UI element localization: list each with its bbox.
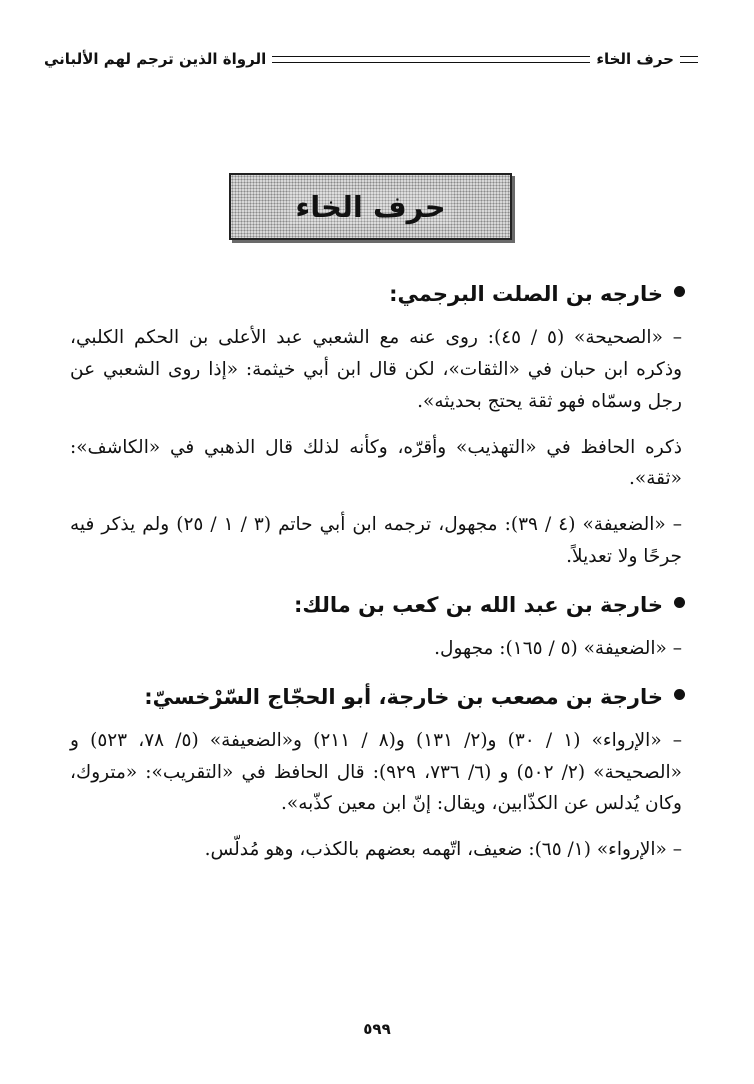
bullet-icon (674, 689, 685, 700)
page-number: ٥٩٩ (363, 1020, 391, 1038)
entry-paragraph: ذكره الحافظ في «التهذيب» وأقرّه، وكأنه لذلك قال الذهبي في «الكاشف»: «ثقة». (70, 436, 682, 490)
bullet-icon (674, 286, 685, 297)
header-book-title: الرواة الذين ترجم لهم الألباني (44, 50, 267, 68)
entry-heading-text: خارجه بن الصلت البرجمي: (389, 282, 663, 306)
entry-paragraph: – «الصحيحة» (٥ / ٤٥): روى عنه مع الشعبي عبد الأعلى بن الحكم الكلبي، وذكره ابن حبان في «الثقات»، لكن قال ابن أبي خيثمة: «إذا روى الشعبي عن رجل وسمّاه فهو ثقة يحتج بحديثه». (70, 327, 682, 412)
entry-heading (70, 679, 685, 715)
entry-paragraph: – «الضعيفة» (٥ / ١٦٥): مجهول. (434, 637, 682, 659)
chapter-title: حرف الخاء (289, 190, 451, 224)
entry-paragraph: – «الإرواء» (١/ ٦٥): ضعيف، اتّهمه بعضهم بالكذب، وهو مُدلّس. (204, 839, 682, 861)
header-section-title: حرف الخاء (596, 50, 674, 68)
entry-heading (70, 587, 685, 623)
chapter-title-box (229, 173, 512, 240)
entry (70, 276, 682, 573)
page-content (70, 270, 682, 880)
entry-heading (70, 276, 685, 312)
entry-paragraph: – «الضعيفة» (٤ / ٣٩): مجهول، ترجمه ابن أبي حاتم (٣ / ١ / ٢٥) ولم يذكر فيه جرحًا ولا تعديلاً. (70, 514, 682, 567)
entry (70, 679, 682, 866)
entry (70, 587, 682, 665)
entry-heading-text: خارجة بن عبد الله بن كعب بن مالك: (294, 592, 663, 617)
entry-paragraph: – «الإرواء» (١ / ٣٠) و(٢/ ١٣١) و(٨ / ٢١١) و«الضعيفة» (٥/ ٧٨، ٥٢٣) و «الصحيحة» (٢/ ٥٠٢) و (٦/ ٧٣٦، ٩٢٩): قال الحافظ في «التقريب»: «متروك، وكان يُدلس عن الكذّابين، ويقال: إنّ ابن معين كذّبه». (70, 729, 683, 815)
header-rule-right (680, 56, 698, 63)
entry-heading-text: خارجة بن مصعب بن خارجة، أبو الحجّاج السّرْخسيّ: (144, 684, 663, 709)
header-rule-middle (272, 56, 590, 63)
running-header (44, 44, 698, 74)
bullet-icon (674, 597, 685, 608)
